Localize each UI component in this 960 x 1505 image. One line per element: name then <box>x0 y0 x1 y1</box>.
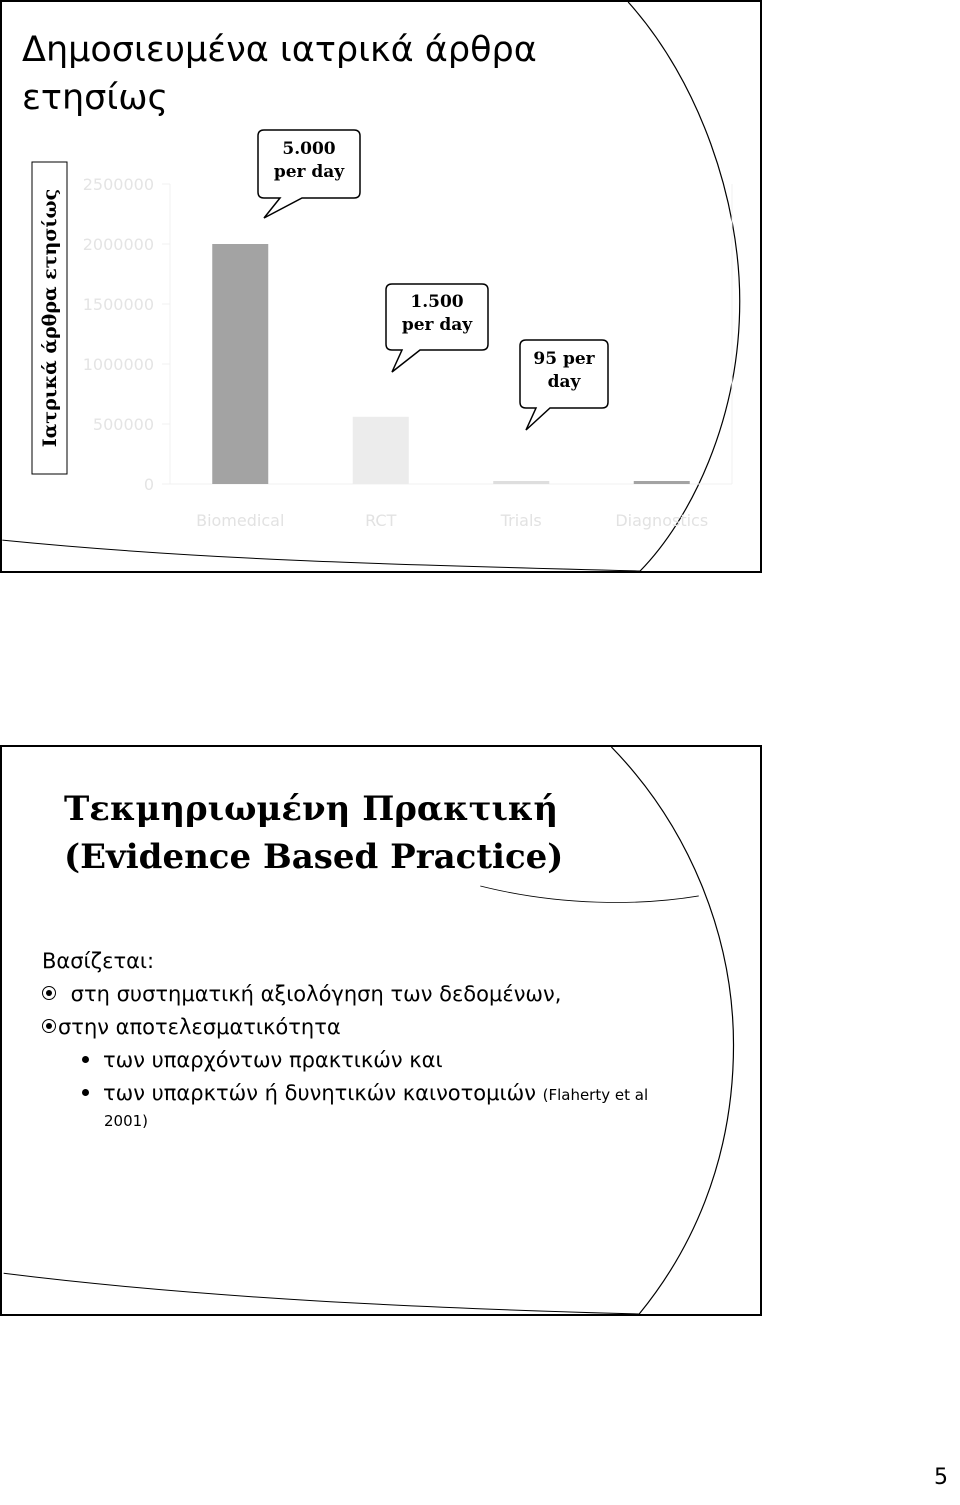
bullet-item-1-text: στη συστηματική αξιολόγηση των δεδομένων, <box>64 982 562 1006</box>
y-tick-label: 1500000 <box>82 295 154 314</box>
callout-95-per-day <box>520 340 608 430</box>
page-number: 5 <box>934 1465 948 1490</box>
dot-bullet-icon <box>82 1089 89 1096</box>
slide2-title-line2: (Evidence Based Practice) <box>64 837 564 877</box>
callout-5000-per-day <box>258 130 360 218</box>
y-tick-label: 2500000 <box>82 175 154 194</box>
slide-articles-chart <box>0 0 762 573</box>
bullet-item-2-text: στην αποτελεσματικότητα <box>58 1015 341 1039</box>
slide-evidence-based-practice <box>0 745 762 1316</box>
callout-95-line1: 95 per <box>533 349 595 369</box>
category-label: RCT <box>365 511 397 530</box>
category-labels <box>196 511 708 530</box>
sub-bullet-1-text: των υπαρχόντων πρακτικών και <box>103 1048 443 1072</box>
callout-1500-line1: 1.500 <box>410 292 464 312</box>
y-tick-label: 2000000 <box>82 235 154 254</box>
callout-5000-line1: 5.000 <box>282 139 336 159</box>
slide1-title-line1: Δημοσιευμένα ιατρικά άρθρα <box>22 30 537 70</box>
slide1-title-line2: ετησίως <box>22 78 169 118</box>
slide2-title <box>64 785 563 881</box>
category-label: Trials <box>500 511 542 530</box>
bar-diagnostics <box>634 481 690 484</box>
reference-part1: (Flaherty et al <box>542 1086 649 1104</box>
bullet-item-2 <box>42 1011 742 1044</box>
intro-line: Βασίζεται: <box>42 949 155 973</box>
callout-95-line2: day <box>547 372 581 392</box>
y-tick-label: 500000 <box>92 415 154 434</box>
sub-bullet-2-text: των υπαρκτών ή δυνητικών καινοτομιών <box>103 1081 543 1105</box>
bars-group <box>212 244 690 484</box>
reference-part2: 2001) <box>104 1112 149 1130</box>
callout-1500-line2: per day <box>401 315 473 335</box>
callout-5000-line2: per day <box>273 162 345 182</box>
bar-trials <box>493 481 549 484</box>
y-tick-label: 1000000 <box>82 355 154 374</box>
slide2-body <box>42 945 742 1132</box>
category-label: Diagnostics <box>615 511 709 530</box>
circle-bullet-icon <box>42 1019 56 1033</box>
circle-bullet-icon <box>42 986 56 1000</box>
y-tick-label: 0 <box>143 475 154 494</box>
articles-bar-chart <box>2 2 762 573</box>
category-label: Biomedical <box>196 511 285 530</box>
slide2-title-line1: Τεκμηριωμένη Πρακτική <box>64 789 559 829</box>
bullet-item-1 <box>42 978 742 1011</box>
y-axis-title: Ιατρικά άρθρα ετησίως <box>39 188 61 448</box>
sub-bullet-1 <box>42 1044 742 1077</box>
sub-bullet-2 <box>42 1077 742 1110</box>
bar-rct <box>353 417 409 484</box>
bar-biomedical <box>212 244 268 484</box>
y-axis-ticks <box>83 175 170 494</box>
dot-bullet-icon <box>82 1056 89 1063</box>
callout-1500-per-day <box>386 284 488 372</box>
